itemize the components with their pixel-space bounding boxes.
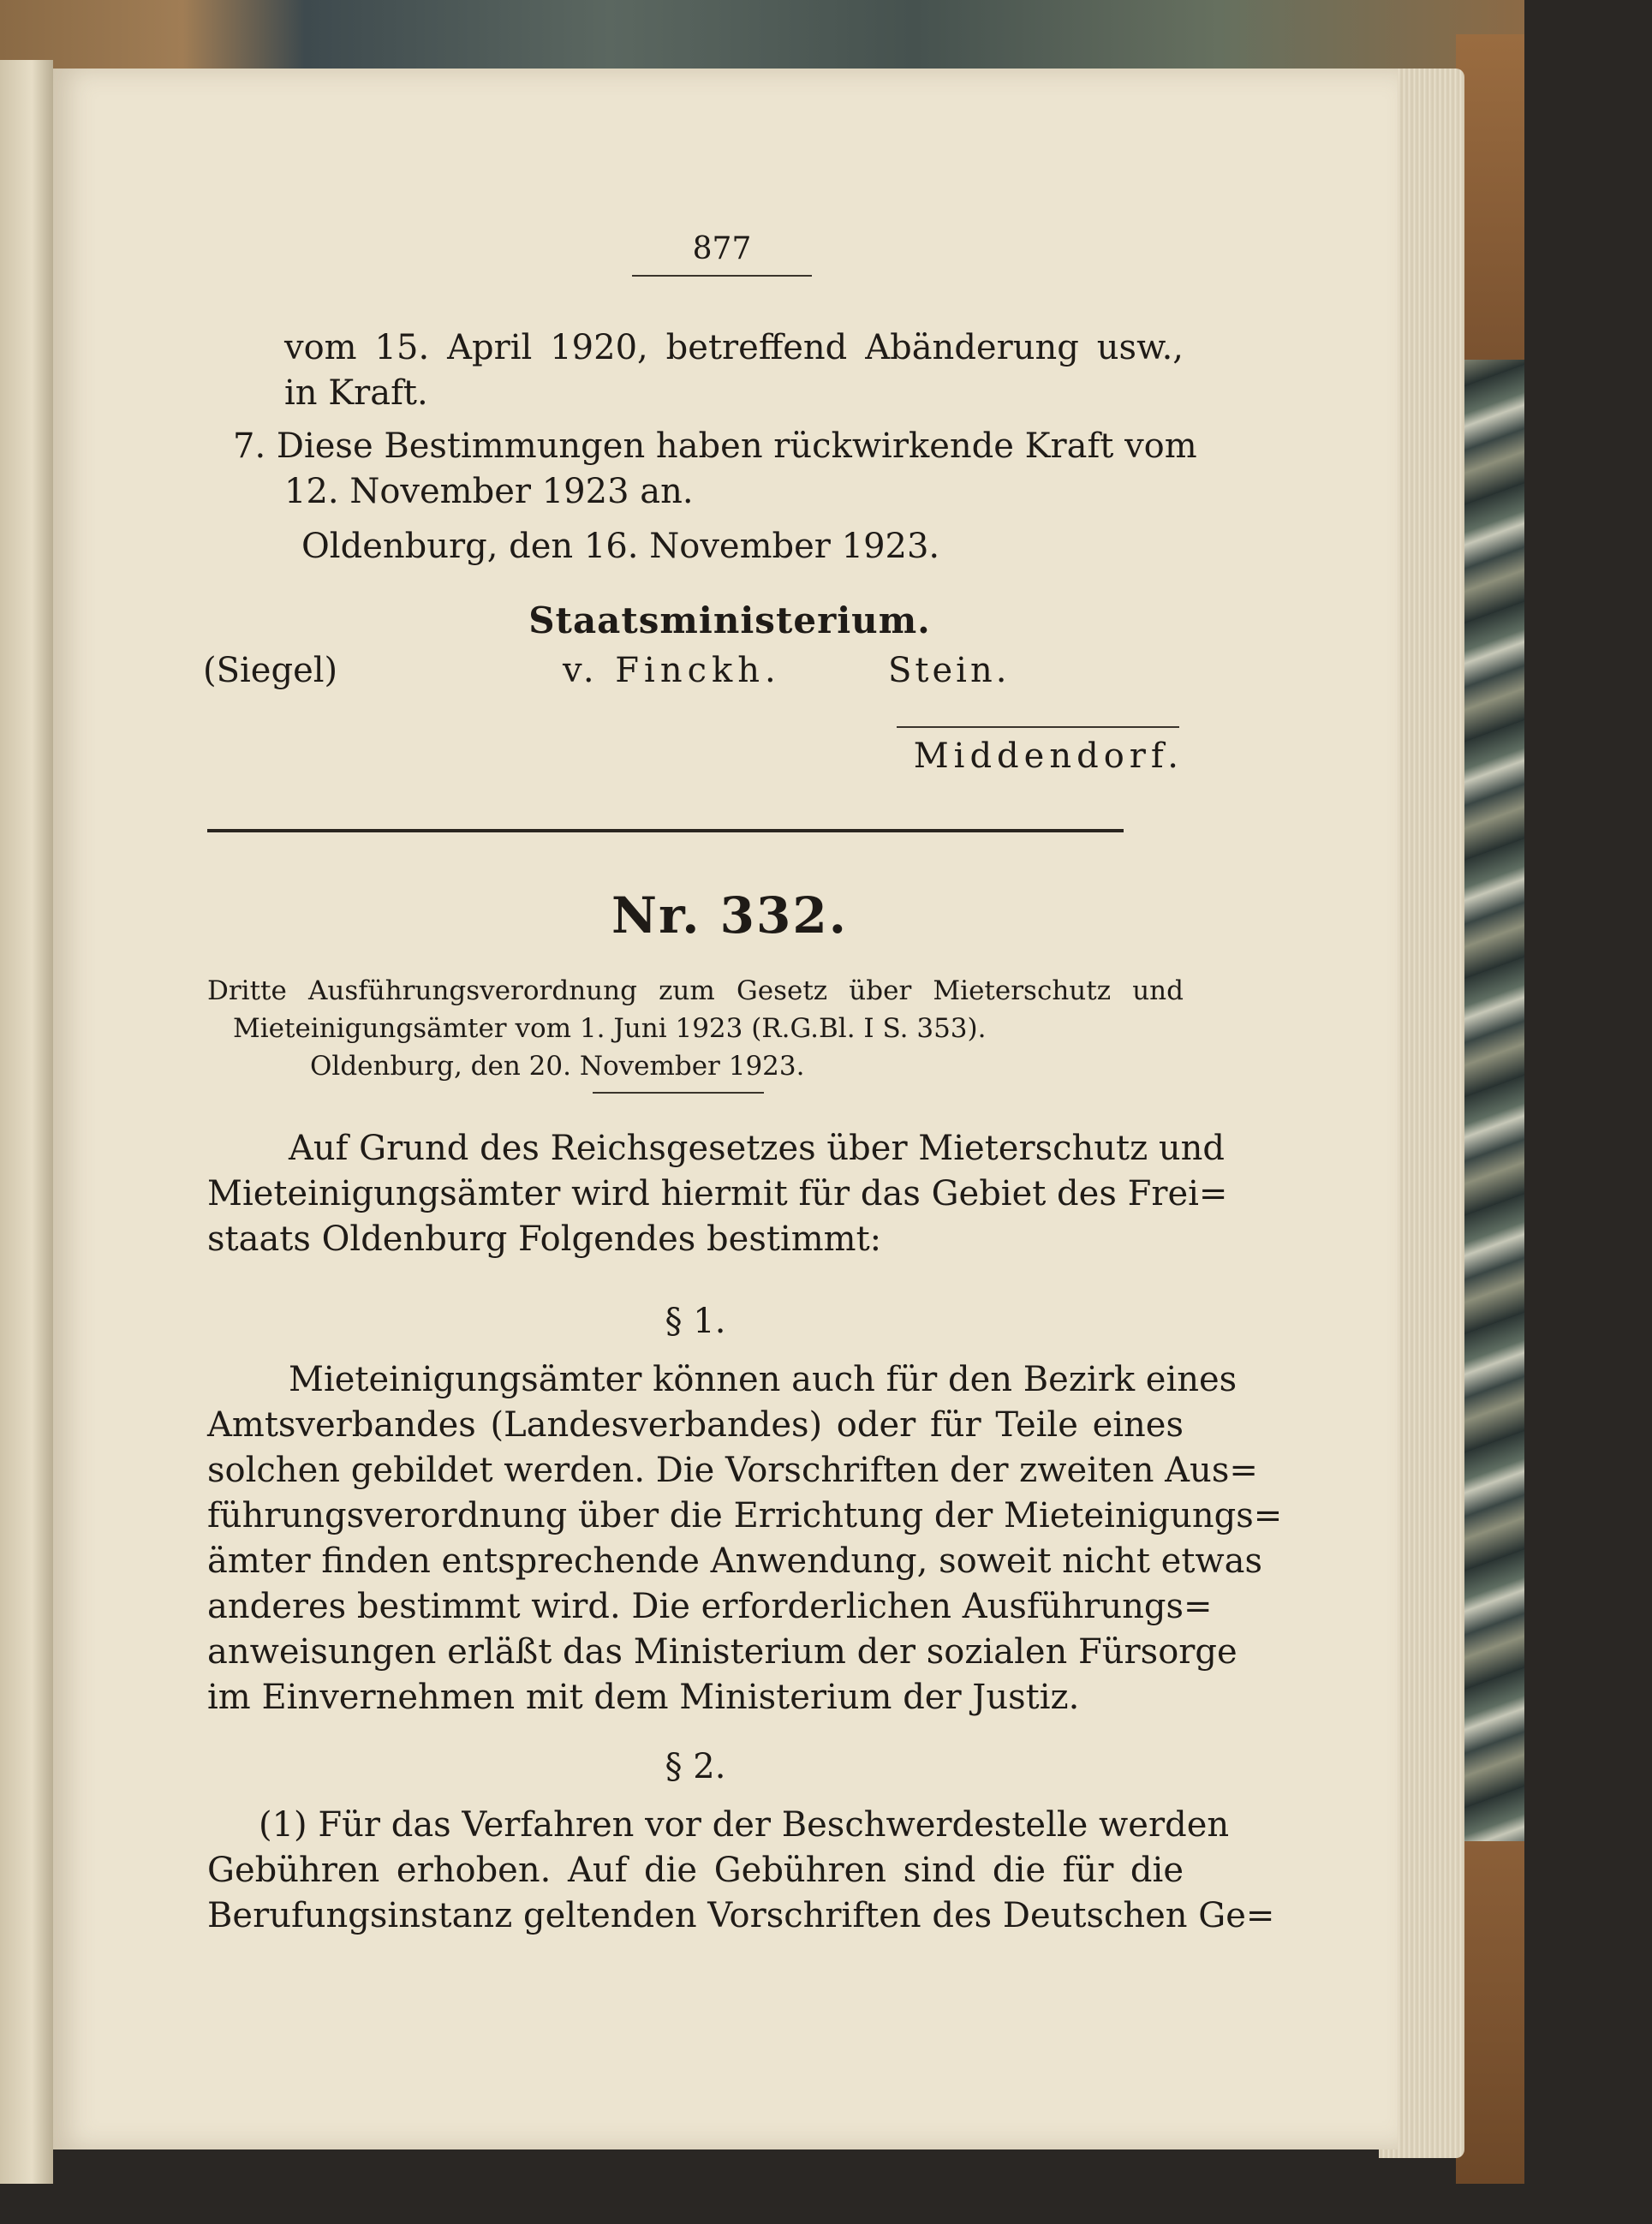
text-line: Gebühren erhoben. Auf die Gebühren sind die für die (207, 1851, 1184, 1890)
text-line: anderes bestimmt wird. Die erforderlichen Ausführungs= (207, 1587, 1213, 1626)
signature-rule (897, 726, 1179, 728)
section-heading: § 2. (665, 1747, 726, 1786)
signature: v. Finckh. (563, 651, 781, 690)
text-line: in Kraft. (284, 373, 428, 413)
text-line: 7. Diese Bestimmungen haben rückwirkende Kraft vom (233, 426, 1197, 466)
facing-page-edge (0, 60, 53, 2184)
book-cover-leather-corner-bottom (1456, 1841, 1524, 2184)
text-line: solchen gebildet werden. Die Vorschriften der zweiten Aus= (207, 1451, 1258, 1490)
text-line: im Einvernehmen mit dem Ministerium der Justiz. (207, 1678, 1080, 1717)
section-paragraph (207, 1803, 1275, 1939)
text-line: staats Oldenburg Folgendes bestimmt: (207, 1219, 882, 1259)
text-line: ämter finden entsprechende Anwendung, soweit nicht etwas (207, 1541, 1263, 1581)
book-cover-leather-corner-top (1456, 34, 1524, 360)
text-line: Amtsverbandes (Landesverbandes) oder für Teile eines (207, 1405, 1184, 1445)
decree-number: Nr. 332. (611, 886, 848, 945)
seal-label: (Siegel) (203, 651, 338, 690)
section-paragraph (207, 1357, 1283, 1720)
previous-item-continuation (284, 325, 1184, 416)
signature: Stein. (888, 651, 1011, 690)
title-line: Oldenburg, den 20. November 1923. (310, 1051, 805, 1082)
book-cover-top (0, 0, 1524, 77)
date-line: Oldenburg, den 16. November 1923. (301, 527, 940, 566)
text-line: führungsverordnung über die Errichtung der Mieteinigungs= (207, 1496, 1283, 1535)
signature-row (203, 651, 1011, 702)
text-line: Auf Grund des Reichsgesetzes über Mieterschutz und (289, 1129, 1226, 1168)
page-number: 877 (692, 231, 752, 266)
text-line: Berufungsinstanz geltenden Vorschriften des Deutschen Ge= (207, 1896, 1275, 1935)
text-line: 12. November 1923 an. (284, 472, 694, 511)
signatory-body: Staatsministerium. (528, 599, 931, 641)
signature: Middendorf. (913, 736, 1184, 776)
text-line: Mieteinigungsämter können auch für den Bezirk eines (289, 1360, 1238, 1399)
text-line: anweisungen erläßt das Ministerium der sozialen Fürsorge (207, 1632, 1238, 1672)
section-divider (207, 829, 1124, 832)
text-line: vom 15. April 1920, betreffend Abänderung usw., (284, 328, 1184, 367)
list-item-7 (233, 424, 1197, 515)
section-heading: § 1. (665, 1302, 726, 1341)
text-line: (1) Für das Verfahren vor der Beschwerdestelle werden (259, 1805, 1230, 1845)
page-number-rule (632, 275, 812, 277)
intro-paragraph (207, 1126, 1228, 1262)
text-line: Mieteinigungsämter wird hiermit für das Gebiet des Frei= (207, 1174, 1228, 1213)
title-rule (593, 1092, 764, 1094)
book-page (53, 69, 1398, 2149)
decree-title (207, 972, 1184, 1085)
title-line: Mieteinigungsämter vom 1. Juni 1923 (R.G.Bl. I S. 353). (233, 1013, 987, 1044)
title-line: Dritte Ausführungsverordnung zum Gesetz über Mieterschutz und (207, 975, 1184, 1006)
